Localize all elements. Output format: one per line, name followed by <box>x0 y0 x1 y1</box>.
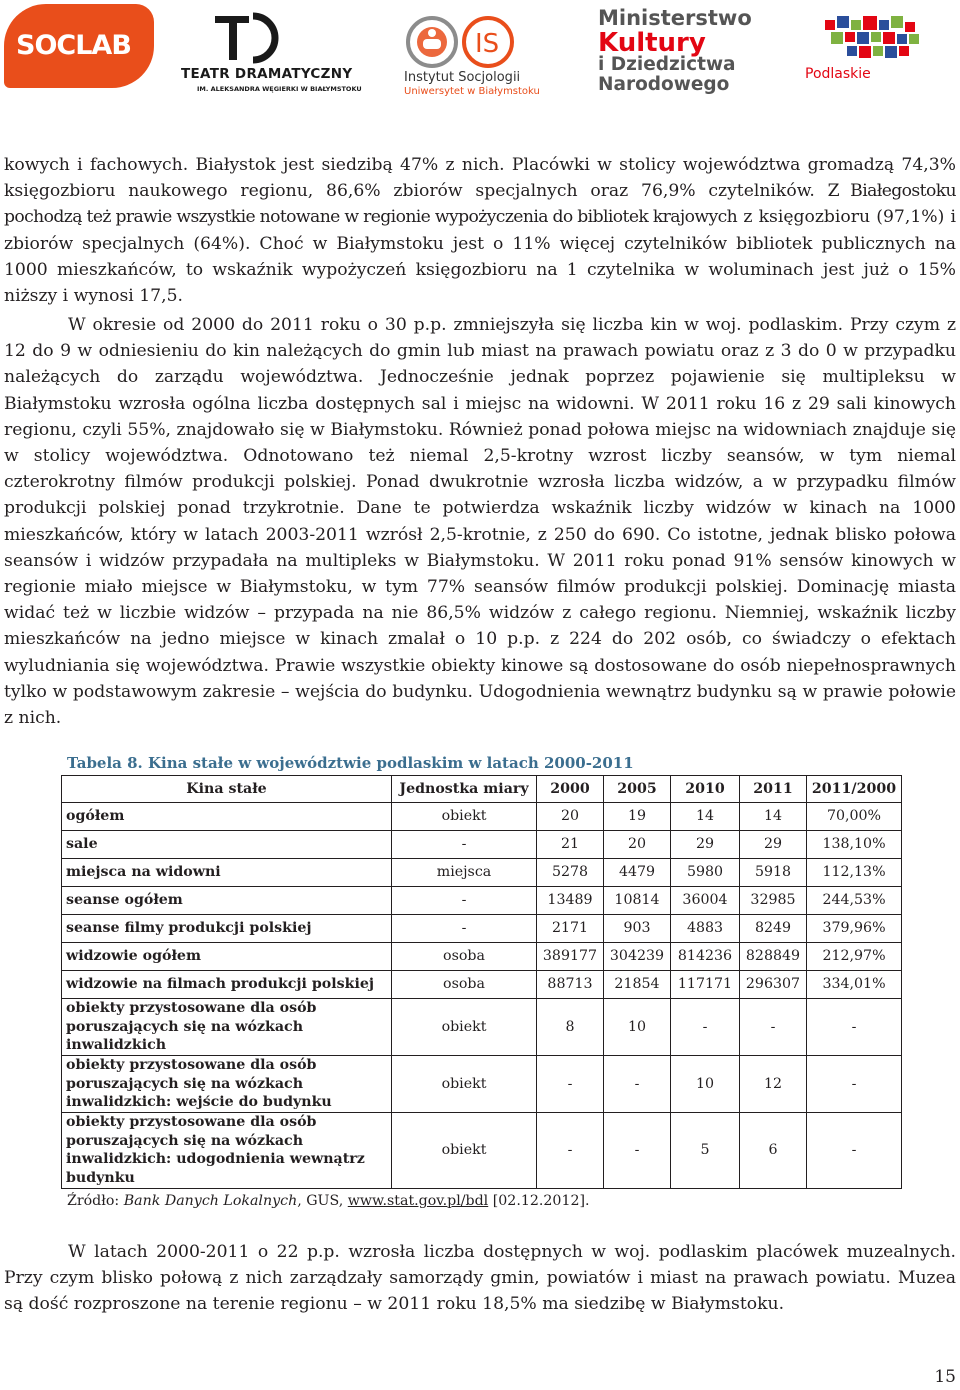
table-source-note <box>67 1193 590 1209</box>
table-cell: 112,13% <box>807 859 902 887</box>
table-cell: - <box>392 831 537 859</box>
table-cell: obiekt <box>392 1056 537 1113</box>
table-cell: 10814 <box>604 887 671 915</box>
table-cell: 21 <box>537 831 604 859</box>
table-cell: 36004 <box>671 887 740 915</box>
table-cell: 4479 <box>604 859 671 887</box>
table-cell: 5980 <box>671 859 740 887</box>
instytut-name: Instytut Socjologii <box>404 70 521 85</box>
table-row <box>62 859 902 887</box>
table-cell: 138,10% <box>807 831 902 859</box>
table-cell: - <box>392 887 537 915</box>
table-cell: 5918 <box>740 859 807 887</box>
table-cell: - <box>392 915 537 943</box>
table-cell: - <box>807 1056 902 1113</box>
mkidn-line-1: Ministerstwo <box>598 6 752 30</box>
source-database-name: Bank Danych Lokalnych <box>123 1193 298 1209</box>
table-cell: 8249 <box>740 915 807 943</box>
mkidn-line-2: Kultury <box>598 28 706 58</box>
podlaskie-text: Podlaskie <box>805 66 871 82</box>
paragraph-museums: W latach 2000-2011 o 22 p.p. wzrosła liczba dostępnych w woj. podlaskim placówek muzealnych. Przy czym blisko połową z nich zarządzały samorządy gmin, powiatów i miast na prawach powiatu. Muzea są dość rozproszone na terenie regionu – w 2011 roku 18,5% ma siedzibę w Białymstoku. <box>4 1242 956 1315</box>
table-cell: 20 <box>604 831 671 859</box>
table-cell: 14 <box>740 803 807 831</box>
table-cell: 8 <box>537 999 604 1056</box>
ministerstwo-kultury-logo <box>598 6 758 96</box>
table-row <box>62 915 902 943</box>
table-cell: obiekt <box>392 803 537 831</box>
table-cell: 14 <box>671 803 740 831</box>
table-header: 2011/2000 <box>807 776 902 803</box>
table-row <box>62 1113 902 1189</box>
soclab-logo-text: SOCLAB <box>16 30 131 61</box>
table-cell: 244,53% <box>807 887 902 915</box>
podlaskie-mosaic-icon <box>795 14 945 66</box>
table-cell: 32985 <box>740 887 807 915</box>
table-cell: - <box>604 1056 671 1113</box>
table-cell: 212,97% <box>807 943 902 971</box>
table-cell: 29 <box>671 831 740 859</box>
table-cell: - <box>604 1113 671 1189</box>
table-caption: Tabela 8. Kina stałe w województwie podlaskim w latach 2000-2011 <box>67 754 634 772</box>
table-cell: - <box>537 1056 604 1113</box>
table-cell: seanse filmy produkcji polskiej <box>62 915 392 943</box>
paragraph-libraries-part-3: z księgozbioru (97,1%) i zbiorów specjalnych (64%). Choć w Białymstoku jest o 11% więcej czytelników bibliotek publicznych na 1000 mieszkańców, to wskaźnik wypożyczeń księgozbioru na 1 czytelnika w woluminach jest już o 15% niższy i wynosi 17,5. <box>4 207 957 307</box>
table-cell: 304239 <box>604 943 671 971</box>
table-cell: 6 <box>740 1113 807 1189</box>
table-cell: 19 <box>604 803 671 831</box>
table-row <box>62 803 902 831</box>
table-cell: 814236 <box>671 943 740 971</box>
paragraph-libraries-part-2: Z Białegostoku pochodzą też prawie wszystkie notowane w regionie wypożyczenia do bibliotek krajowych <box>4 181 956 228</box>
table-header-row <box>62 776 902 803</box>
table-row <box>62 999 902 1056</box>
table-cell: 5 <box>671 1113 740 1189</box>
table-cell: miejsca <box>392 859 537 887</box>
table-cell: 5278 <box>537 859 604 887</box>
table-cell: obiekt <box>392 1113 537 1189</box>
table-header: 2000 <box>537 776 604 803</box>
table-cell: osoba <box>392 971 537 999</box>
instytut-emblem-icon <box>398 14 526 70</box>
table-cell: obiekty przystosowane dla osób poruszających się na wózkach inwalidzkich: wejście do budynku <box>62 1056 392 1113</box>
table-cell: obiekty przystosowane dla osób poruszających się na wózkach inwalidzkich <box>62 999 392 1056</box>
table-cell: obiekt <box>392 999 537 1056</box>
instytut-subtitle: Uniwersytet w Białymstoku <box>404 86 540 97</box>
table-cell: 13489 <box>537 887 604 915</box>
table-cell: 389177 <box>537 943 604 971</box>
table-cell: 20 <box>537 803 604 831</box>
table-row <box>62 831 902 859</box>
table-row <box>62 943 902 971</box>
teatr-subtitle: IM. ALEKSANDRA WĘGIERKI W BIAŁYMSTOKU <box>197 85 362 93</box>
table-cell: 117171 <box>671 971 740 999</box>
table-header: 2011 <box>740 776 807 803</box>
source-link[interactable]: www.stat.gov.pl/bdl <box>347 1193 489 1209</box>
table-cell: sale <box>62 831 392 859</box>
teatr-name: TEATR DRAMATYCZNY <box>181 66 353 82</box>
mkidn-line-3: i Dziedzictwa <box>598 54 736 75</box>
table-cell: - <box>807 999 902 1056</box>
mkidn-line-4: Narodowego <box>598 74 730 95</box>
table-header: 2005 <box>604 776 671 803</box>
table-cell: osoba <box>392 943 537 971</box>
table-cell: ogółem <box>62 803 392 831</box>
teatr-dramatyczny-logo <box>175 8 362 96</box>
table-cell: - <box>537 1113 604 1189</box>
table-row <box>62 971 902 999</box>
paragraph-cinemas: W okresie od 2000 do 2011 roku o 30 p.p. zmniejszyła się liczba kin w woj. podlaskim. Przy czym z 12 do 9 w odniesieniu do kin należących do gmin lub miast na prawach powiatu oraz z 3 do 0 w przypadku należących do zarządu województwa. Jednocześnie jednak poprzez pojawienie się multipleksu w Białymstoku wzrosła ogólna liczba dostępnych sal i miejsc na widowni. W 2011 roku 16 z 29 sali kinowych regionu, czyli 55%, znajdowało się w Białymstoku. Również ponad połowa miejsc na widowniach znajduje się w stolicy województwa. Odnotowano też niemal 2,5-krotny wzrost liczby seansów, w tym niemal czterokrotny filmów produkcji polskiej. Ponad dwukrotnie wzrosła liczba widzów, a w przypadku filmów produkcji polskiej ponad trzykrotnie. Dane te potwierdza wskaźnik liczby widzów w kinach na 1000 mieszkańców, który w latach 2003-2011 wzrósł 2,5-krotnie, z 250 do 690. Co istotne, jednak blisko połowa seansów i widzów przypadała na multipleks w Białymstoku. W 2011 roku ponad 91% sensów kinowych w regionie miało miejsce w Białymstoku, w tym 77% seansów filmów produkcji polskiej. Dominację miasta widać też w liczbie widzów – przypada na nie 86,5% widzów z całego regionu. Niemniej, wskaźnik liczby mieszkańców na jedno miejsce w kinach zmalał o 10 p.p. z 224 do 202 osób, co świadczy o efektach wyludniania się województwa. Prawie wszystkie obiekty kinowe są dostosowane do osób niepełnosprawnych tylko w podstawowym zakresie – wejścia do budynku. Udogodnienia wewnątrz budynku są w prawie połowie z nich. <box>4 315 956 729</box>
cinemas-table <box>61 775 902 1189</box>
svg-text:IS: IS <box>475 29 500 59</box>
table-cell: 379,96% <box>807 915 902 943</box>
table-cell: 88713 <box>537 971 604 999</box>
page-number: 15 <box>934 1367 956 1387</box>
source-date: [02.12.2012]. <box>488 1193 590 1209</box>
table-cell: 903 <box>604 915 671 943</box>
table-cell: 12 <box>740 1056 807 1113</box>
table-cell: 334,01% <box>807 971 902 999</box>
table-cell: obiekty przystosowane dla osób poruszających się na wózkach inwalidzkich: udogodnienia wewnątrz budynku <box>62 1113 392 1189</box>
source-publisher: , GUS, <box>297 1193 348 1209</box>
table-cell: widzowie ogółem <box>62 943 392 971</box>
table-row <box>62 887 902 915</box>
table-cell: 10 <box>671 1056 740 1113</box>
table-cell: widzowie na filmach produkcji polskiej <box>62 971 392 999</box>
table-cell: 70,00% <box>807 803 902 831</box>
table-cell: - <box>740 999 807 1056</box>
paragraph-libraries <box>4 152 956 309</box>
instytut-socjologii-logo <box>398 14 540 100</box>
table-cell: - <box>671 999 740 1056</box>
table-cell: 2171 <box>537 915 604 943</box>
table-cell: 4883 <box>671 915 740 943</box>
podlaskie-logo <box>795 14 945 94</box>
table-cell: seanse ogółem <box>62 887 392 915</box>
teatr-emblem-icon <box>175 8 335 66</box>
table-cell: 10 <box>604 999 671 1056</box>
table-header: Jednostka miary <box>392 776 537 803</box>
soclab-logo <box>4 4 154 88</box>
table-cell: 29 <box>740 831 807 859</box>
table-cell: miejsca na widowni <box>62 859 392 887</box>
table-cell: - <box>807 1113 902 1189</box>
source-prefix: Źródło: <box>67 1193 124 1209</box>
table-cell: 296307 <box>740 971 807 999</box>
table-row <box>62 1056 902 1113</box>
table-header: 2010 <box>671 776 740 803</box>
table-cell: 828849 <box>740 943 807 971</box>
paragraph-libraries-part-1: kowych i fachowych. Białystok jest siedzibą 47% z nich. Placówki w stolicy województwa gromadzą 74,3% księgozbioru naukowego regionu, 86,6% zbiorów specjalnych oraz 76,9% czytelników. <box>4 155 956 202</box>
table-header: Kina stałe <box>62 776 392 803</box>
table-cell: 21854 <box>604 971 671 999</box>
